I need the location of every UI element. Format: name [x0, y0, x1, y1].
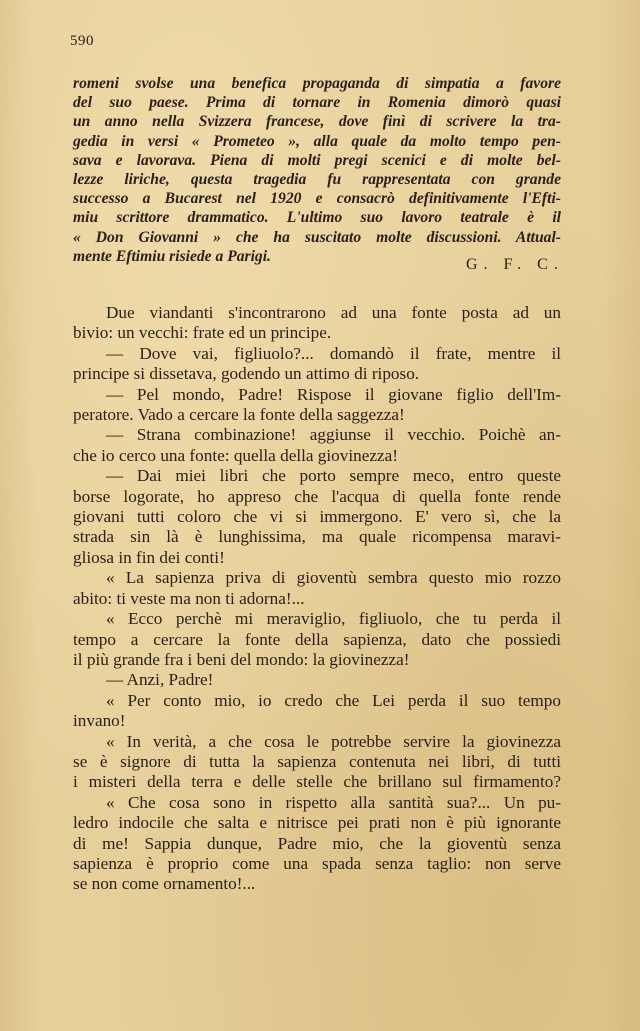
author-note	[73, 74, 561, 266]
author-note-line: « Don Giovanni » che ha suscitato molte discussioni. Attual-	[73, 228, 561, 246]
story-line: — Dove vai, figliuolo?... domandò il frate, mentre il	[106, 343, 561, 363]
author-note-line: successo a Bucarest nel 1920 e consacrò definitivamente l'Efti-	[73, 190, 561, 208]
author-note-line: romeni svolse una benefica propaganda di simpatia a favore	[73, 75, 561, 92]
author-note-line: lezze liriche, questa tragedia fu rappresentata con grande	[73, 171, 561, 189]
story-line: i misteri della terra e delle stelle che brillano sul firmamento?	[73, 772, 561, 792]
author-note-line: mente Eftimiu risiede a Parigi.	[73, 247, 271, 265]
story-line: « In verità, a che cosa le potrebbe servire la giovinezza	[106, 731, 561, 751]
story-line: peratore. Vado a cercare la fonte della saggezza!	[73, 405, 405, 425]
story-line: « La sapienza priva di gioventù sembra questo mio rozzo	[106, 568, 561, 588]
author-note-line: del suo paese. Prima di tornare in Romenia dimorò quasi	[73, 94, 561, 112]
story-line: « Che cosa sono in rispetto alla santità sua?... Un pu-	[106, 792, 561, 812]
story-line: abito: ti veste ma non ti adorna!...	[73, 588, 305, 608]
author-note-line: gedia in versi « Prometeo », alla quale da molto tempo pen-	[73, 132, 561, 150]
story-line: — Strana combinazione! aggiunse il vecchio. Poichè an-	[106, 425, 561, 445]
story-line: « Ecco perchè mi meraviglio, figliuolo, che tu perda il	[106, 609, 561, 629]
story-line: se non come ornamento!...	[73, 874, 256, 894]
page-number: 590	[70, 33, 94, 49]
story-line: strada sin là è lunghissima, ma quale ricompensa maravi-	[73, 527, 561, 547]
story-line: tempo a cercare la fonte della sapienza, dato che possiedi	[73, 629, 561, 649]
story-line: « Per conto mio, io credo che Lei perda il suo tempo	[106, 690, 561, 710]
story-text	[73, 303, 561, 895]
author-note-line: un anno nella Svizzera francese, dove finì di scrivere la tra-	[73, 113, 561, 131]
story-line: giovani tutti coloro che vi si immergono. E' vero sì, che la	[73, 507, 561, 527]
story-line: — Dai miei libri che porto sempre meco, entro queste	[106, 466, 561, 486]
author-note-line: miu scrittore drammatico. L'ultimo suo lavoro teatrale è il	[73, 209, 561, 227]
story-line: — Anzi, Padre!	[106, 670, 214, 690]
story-line: — Pel mondo, Padre! Rispose il giovane figlio dell'Im-	[106, 384, 561, 404]
story-line: che io cerco una fonte: quella della giovinezza!	[73, 445, 398, 465]
story-line: invano!	[73, 711, 126, 731]
signature: G. F. C.	[466, 256, 564, 273]
story-line: bivio: un vecchi: frate ed un principe.	[73, 323, 332, 343]
story-line: sapienza è proprio come una spada senza taglio: non serve	[73, 853, 561, 873]
story-line: Due viandanti s'incontrarono ad una fonte posta ad un	[106, 303, 561, 322]
story-line: se è signore di tutta la sapienza contenuta nei libri, di tutti	[73, 751, 561, 771]
story-line: principe si dissetava, godendo un attimo di riposo.	[73, 364, 420, 384]
story-line: ledro indocile che salta e nitrisce pei prati non è più ignorante	[73, 813, 561, 833]
story-line: borse logorate, ho appreso che l'acqua di quella fonte rende	[73, 486, 561, 506]
story-line: il più grande fra i beni del mondo: la giovinezza!	[73, 649, 410, 669]
story-line: di me! Sappia dunque, Padre mio, che la gioventù senza	[73, 833, 561, 853]
author-note-line: sava e lavorava. Piena di molti pregi scenici e di molte bel-	[73, 151, 561, 169]
story-line: gliosa in fin dei conti!	[73, 547, 225, 567]
